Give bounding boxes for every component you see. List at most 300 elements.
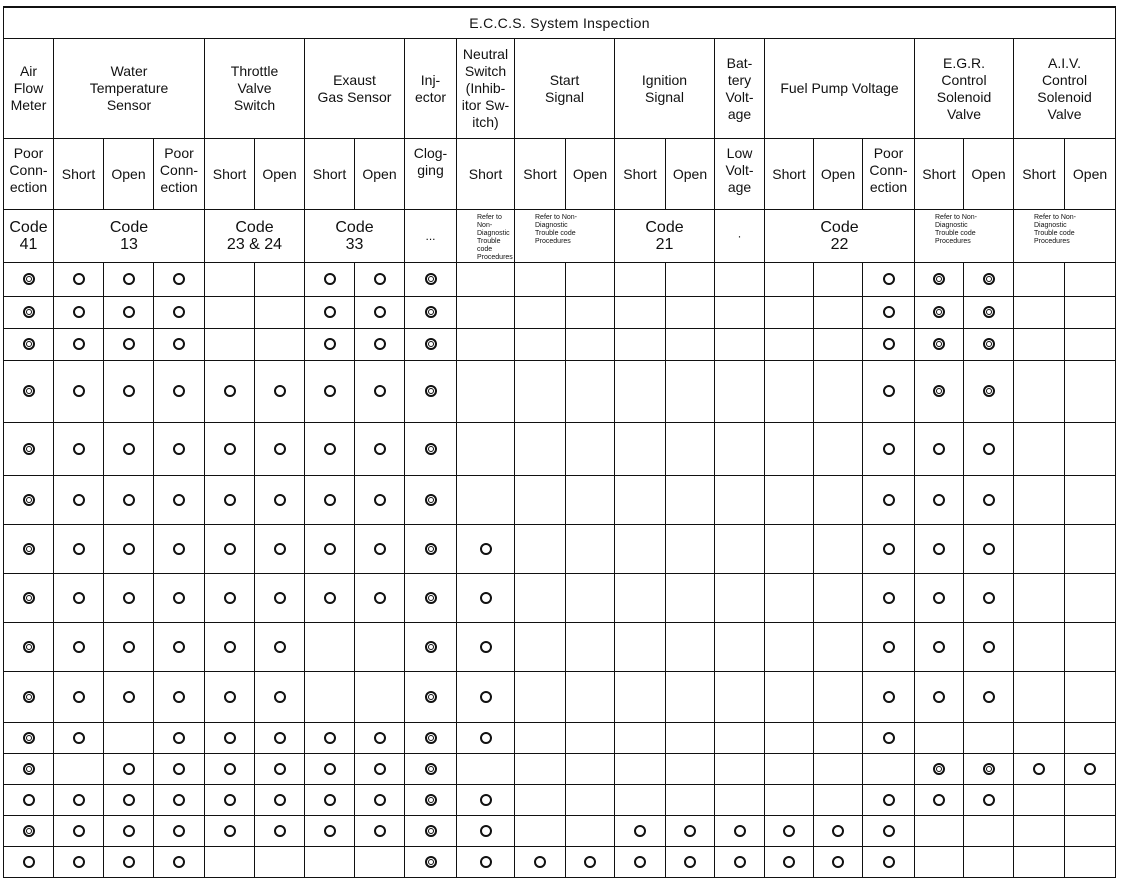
double-circle-mark [983,273,995,285]
inspection-cell [1065,476,1116,525]
inspection-cell [305,672,355,723]
text-line: Neutral [462,46,509,62]
inspection-cell [4,785,54,816]
circle-mark [983,494,995,506]
circle-mark [123,691,135,703]
text-line: Refer to Non- [477,214,502,229]
inspection-cell [964,476,1014,525]
inspection-cell [205,847,255,878]
circle-mark [73,306,85,318]
double-circle-mark [425,763,437,775]
double-circle-mark [425,691,437,703]
inspection-cell [405,723,457,754]
inspection-cell [4,723,54,754]
circle-mark [883,825,895,837]
double-circle-mark [933,306,945,318]
inspection-cell [457,297,515,329]
inspection-cell [566,297,615,329]
inspection-cell [964,329,1014,361]
inspection-cell [1014,816,1065,847]
circle-mark [224,443,236,455]
table-row [4,525,1116,574]
inspection-cell [405,329,457,361]
inspection-cell [1014,672,1065,723]
condition-cell [765,139,814,210]
inspection-cell [1065,329,1116,361]
inspection-cell [863,816,915,847]
condition-cell [615,139,666,210]
condition-cell [405,139,457,210]
inspection-cell [814,847,863,878]
inspection-cell [1014,423,1065,476]
circle-mark [123,825,135,837]
inspection-cell [1065,297,1116,329]
text-line: Code [235,219,274,236]
inspection-cell [355,423,405,476]
double-circle-mark [425,856,437,868]
inspection-cell [715,263,765,297]
circle-mark [274,543,286,555]
circle-mark [123,494,135,506]
code-note-cell [915,210,1014,263]
inspection-cell [255,723,305,754]
text-line: Poor [13,145,44,161]
circle-mark [123,763,135,775]
circle-mark [324,443,336,455]
circle-mark [73,385,85,397]
inspection-cell [566,847,615,878]
circle-mark [883,338,895,350]
inspection-cell [355,329,405,361]
inspection-cell [615,525,666,574]
circle-mark [1084,763,1096,775]
inspection-cell [566,785,615,816]
circle-mark [324,273,336,285]
inspection-cell [1065,423,1116,476]
code-note-cell [457,210,515,263]
inspection-cell [863,672,915,723]
inspection-cell [54,525,104,574]
table-row [4,816,1116,847]
code-note-cell [515,210,615,263]
inspection-cell [715,423,765,476]
condition-cell [814,139,863,210]
text-line: Code [335,219,374,236]
circle-mark [983,592,995,604]
component-a-i-v-control-solenoid-valve [1014,39,1116,139]
circle-mark [274,592,286,604]
text-line: Conn- [9,162,48,178]
inspection-cell [566,329,615,361]
circle-mark [883,385,895,397]
text-line: Trouble code [1034,230,1075,237]
inspection-cell [1014,847,1065,878]
condition-header-row [4,139,1116,210]
inspection-cell [814,423,863,476]
inspection-cell [666,297,715,329]
circle-mark [224,794,236,806]
double-circle-mark [425,385,437,397]
circle-mark [983,691,995,703]
inspection-cell [104,623,154,672]
inspection-cell [566,361,615,423]
inspection-cell [666,785,715,816]
inspection-cell [457,423,515,476]
inspection-cell [814,297,863,329]
inspection-cell [457,525,515,574]
condition-cell [305,139,355,210]
inspection-cell [765,672,814,723]
inspection-cell [104,754,154,785]
inspection-cell [863,785,915,816]
inspection-cell [715,525,765,574]
inspection-cell [515,847,566,878]
inspection-cell [515,263,566,297]
inspection-cell [255,525,305,574]
inspection-cell [1065,816,1116,847]
inspection-cell [915,623,964,672]
circle-mark [480,592,492,604]
circle-mark [123,641,135,653]
circle-mark [783,825,795,837]
inspection-cell [915,263,964,297]
inspection-cell [814,816,863,847]
inspection-cell [715,672,765,723]
inspection-cell [915,297,964,329]
component-air-flow-meter [4,39,54,139]
table-row [4,263,1116,297]
component-throttle-valve-switch [205,39,305,139]
circle-mark [634,825,646,837]
text-line: Exaust [333,71,376,88]
circle-mark [173,385,185,397]
inspection-cell [863,263,915,297]
inspection-cell [154,329,205,361]
inspection-cell [4,329,54,361]
inspection-cell [1065,574,1116,623]
inspection-cell [255,329,305,361]
text-line: Code [9,219,48,236]
circle-mark [933,691,945,703]
inspection-cell [154,672,205,723]
circle-mark [324,543,336,555]
circle-mark [883,856,895,868]
inspection-cell [1065,754,1116,785]
inspection-cell [405,476,457,525]
condition-cell [666,139,715,210]
circle-mark [123,794,135,806]
inspection-cell [205,476,255,525]
inspection-cell [1065,785,1116,816]
circle-mark [324,385,336,397]
inspection-cell [1065,263,1116,297]
inspection-cell [205,423,255,476]
circle-mark [123,856,135,868]
double-circle-mark [23,273,35,285]
code-note-cell [1014,210,1116,263]
inspection-cell [4,423,54,476]
text-line: Fuel Pump Voltage [780,80,899,96]
inspection-cell [54,623,104,672]
circle-mark [73,732,85,744]
circle-mark [883,691,895,703]
inspection-cell [305,785,355,816]
text-line: 21 [655,236,674,253]
inspection-cell [863,329,915,361]
text-line: ection [869,179,908,195]
circle-mark [73,794,85,806]
inspection-cell [863,525,915,574]
inspection-cell [255,754,305,785]
inspection-cell [915,423,964,476]
inspection-cell [566,574,615,623]
condition-cell [4,139,54,210]
inspection-cell [666,329,715,361]
circle-mark [783,856,795,868]
double-circle-mark [23,732,35,744]
inspection-cell [4,816,54,847]
inspection-cell [305,476,355,525]
inspection-cell [405,423,457,476]
inspection-cell [964,672,1014,723]
circle-mark [480,691,492,703]
table-row [4,297,1116,329]
inspection-cell [863,476,915,525]
inspection-cell [1014,754,1065,785]
inspection-cell [515,297,566,329]
inspection-cell [457,847,515,878]
inspection-cell [4,574,54,623]
inspection-cell [863,623,915,672]
inspection-cell [54,423,104,476]
circle-mark [173,338,185,350]
double-circle-mark [23,443,35,455]
circle-mark [173,856,185,868]
inspection-cell [405,847,457,878]
text-line: itch) [472,114,499,130]
circle-mark [983,543,995,555]
inspection-cell [715,723,765,754]
inspection-cell [715,361,765,423]
inspection-cell [814,723,863,754]
inspection-cell [615,672,666,723]
text-line: Short [61,165,96,182]
circle-mark [933,543,945,555]
inspection-cell [154,785,205,816]
text-line: Control [1041,71,1088,88]
double-circle-mark [425,794,437,806]
text-line: Conn- [869,162,908,178]
inspection-cell [1014,476,1065,525]
inspection-cell [305,754,355,785]
inspection-cell [405,785,457,816]
condition-cell [457,139,515,210]
condition-cell [154,139,205,210]
inspection-cell [715,816,765,847]
inspection-cell [154,623,205,672]
code-cell [54,210,205,263]
text-line: Diagnostic [1034,222,1067,229]
text-line: 41 [19,236,38,253]
text-line: Diagnostic [477,230,510,237]
inspection-cell [4,361,54,423]
double-circle-mark [933,273,945,285]
condition-cell [566,139,615,210]
inspection-cell [915,476,964,525]
inspection-cell [566,816,615,847]
inspection-cell [1014,361,1065,423]
text-line: Refer to Non- [535,214,578,221]
inspection-cell [1014,297,1065,329]
text-line: A.I.V. [1048,54,1081,71]
double-circle-mark [425,641,437,653]
circle-mark [123,592,135,604]
double-circle-mark [425,443,437,455]
inspection-cell [915,574,964,623]
inspection-cell [1014,574,1065,623]
inspection-cell [915,816,964,847]
inspection-cell [255,476,305,525]
circle-mark [173,641,185,653]
inspection-cell [666,574,715,623]
inspection-cell [964,525,1014,574]
text-line: Procedures [477,254,513,261]
inspection-cell [104,525,154,574]
text-line: 33 [345,236,364,253]
inspection-cell [666,263,715,297]
inspection-cell [54,816,104,847]
double-circle-mark [425,543,437,555]
inspection-cell [355,672,405,723]
inspection-cell [457,361,515,423]
text-line: Ignition [641,71,688,88]
circle-mark [883,732,895,744]
text-line: Switch [464,63,507,79]
circle-mark [480,794,492,806]
circle-mark [374,825,386,837]
inspection-cell [915,329,964,361]
inspection-cell [566,263,615,297]
text-line: ection [160,179,198,195]
circle-mark [480,825,492,837]
circle-mark [173,443,185,455]
circle-mark [883,592,895,604]
condition-cell [964,139,1014,210]
circle-mark [324,763,336,775]
inspection-cell [666,476,715,525]
circle-mark [933,592,945,604]
text-line: Water [110,63,148,79]
inspection-cell [457,785,515,816]
inspection-cell [255,623,305,672]
inspection-cell [615,361,666,423]
inspection-cell [104,476,154,525]
text-line: Inj- [420,71,441,88]
component-ignition-signal [615,39,715,139]
inspection-cell [305,623,355,672]
circle-mark [983,794,995,806]
inspection-cell [405,297,457,329]
inspection-cell [566,723,615,754]
double-circle-mark [933,385,945,397]
inspection-cell [765,847,814,878]
inspection-cell [355,816,405,847]
inspection-cell [765,623,814,672]
inspection-cell [814,476,863,525]
circle-mark [534,856,546,868]
component-water-temperature-sensor [54,39,205,139]
inspection-cell [54,672,104,723]
inspection-cell [355,723,405,754]
inspection-cell [615,329,666,361]
inspection-cell [104,297,154,329]
inspection-cell [765,263,814,297]
text-line: Diagnostic [535,222,568,229]
double-circle-mark [425,273,437,285]
inspection-cell [457,723,515,754]
inspection-cell [305,816,355,847]
text-line: Open [672,165,708,182]
inspection-cell [863,361,915,423]
inspection-cell [566,525,615,574]
table-row [4,847,1116,878]
circle-mark [73,338,85,350]
inspection-cell [964,723,1014,754]
text-line: Procedures [1034,238,1070,245]
inspection-cell [765,361,814,423]
inspection-cell [1065,525,1116,574]
circle-mark [224,825,236,837]
circle-mark [883,273,895,285]
inspection-cell [666,525,715,574]
inspection-cell [255,785,305,816]
inspection-cell [863,723,915,754]
code-cell [205,210,305,263]
inspection-cell [615,476,666,525]
inspection-cell [305,329,355,361]
text-line: Short [1022,165,1056,182]
circle-mark [374,338,386,350]
inspection-cell [154,574,205,623]
inspection-cell [915,847,964,878]
inspection-cell [515,785,566,816]
circle-mark [123,543,135,555]
inspection-cell [4,476,54,525]
text-line: Open [572,165,608,182]
circle-mark [23,794,35,806]
circle-mark [224,385,236,397]
inspection-cell [457,263,515,297]
text-line: Switch [233,97,276,113]
inspection-cell [1014,263,1065,297]
circle-mark [480,641,492,653]
inspection-cell [964,574,1014,623]
circle-mark [883,641,895,653]
circle-mark [73,592,85,604]
inspection-cell [405,263,457,297]
inspection-cell [964,361,1014,423]
text-line: age [727,179,752,195]
inspection-cell [355,754,405,785]
inspection-cell [255,847,305,878]
table-row [4,754,1116,785]
inspection-cell [205,723,255,754]
inspection-cell [765,525,814,574]
condition-cell [715,139,765,210]
inspection-cell [964,754,1014,785]
inspection-cell [205,263,255,297]
inspection-cell [104,361,154,423]
